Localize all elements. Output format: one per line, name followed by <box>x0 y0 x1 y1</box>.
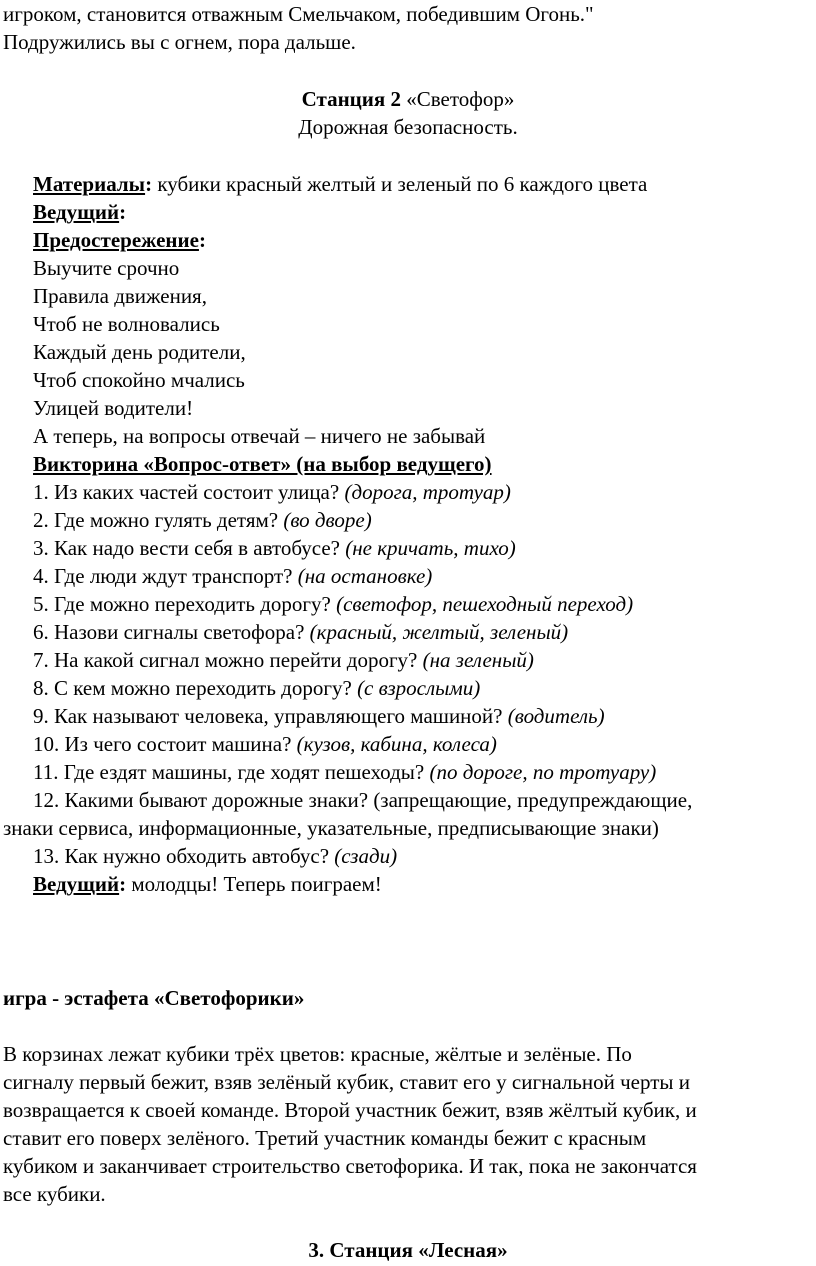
station-2-title-rest: «Светофор» <box>400 87 515 111</box>
intro-line-1: игроком, становится отважным Смельчаком, победившим Огонь." <box>3 2 594 26</box>
question-item <box>33 674 480 702</box>
question-item <box>33 562 432 590</box>
game-text-line: ставит его поверх зелёного. Третий участник команды бежит с красным <box>3 1126 647 1150</box>
answer-text: (на остановке) <box>297 564 433 588</box>
host-label: Ведущий <box>33 200 120 224</box>
answer-text: (кузов, кабина, колеса) <box>296 732 497 756</box>
question-text: 1. Из каких частей состоит улица? <box>33 480 345 504</box>
question-item <box>33 646 534 674</box>
question-item <box>33 758 656 786</box>
question-12-line-2: знаки сервиса, информационные, указательные, предписывающие знаки) <box>3 816 659 840</box>
poem-line: Выучите срочно <box>33 256 180 280</box>
host-label: Ведущий <box>33 872 120 896</box>
host-colon: : <box>119 200 127 224</box>
warning-colon: : <box>198 228 206 252</box>
question-text: 3. Как надо вести себя в автобусе? <box>33 536 346 560</box>
question-text: 4. Где люди ждут транспорт? <box>33 564 298 588</box>
game-title: игра - эстафета «Светофорики» <box>3 986 305 1010</box>
question-item <box>33 842 397 870</box>
question-text: 2. Где можно гулять детям? <box>33 508 284 532</box>
station-2-title <box>0 85 816 113</box>
intro-line-2: Подружились вы с огнем, пора дальше. <box>3 30 356 54</box>
station-2-title-bold: Станция 2 <box>301 87 401 111</box>
answer-text: (с взрослыми) <box>357 676 481 700</box>
answer-text: (во дворе) <box>283 508 372 532</box>
materials-line <box>33 170 647 198</box>
poem-line: Чтоб спокойно мчались <box>33 368 245 392</box>
answer-text: (дорога, тротуар) <box>344 480 511 504</box>
question-text: 9. Как называют человека, управляющего машиной? <box>33 704 508 728</box>
game-text-line: сигналу первый бежит, взяв зелёный кубик, ставит его у сигнальной черты и <box>3 1070 690 1094</box>
poem-line: Улицей водители! <box>33 396 194 420</box>
question-text: 8. С кем можно переходить дорогу? <box>33 676 358 700</box>
question-text: 11. Где ездят машины, где ходят пешеходы? <box>33 760 430 784</box>
question-text: 13. Как нужно обходить автобус? <box>33 844 335 868</box>
poem-line: Каждый день родители, <box>33 340 246 364</box>
question-item <box>33 506 372 534</box>
answer-text: (на зеленый) <box>422 648 534 672</box>
host-label-line <box>33 198 126 226</box>
question-item <box>33 730 497 758</box>
game-text-line: В корзинах лежат кубики трёх цветов: красные, жёлтые и зелёные. По <box>3 1042 632 1066</box>
answer-text: (сзади) <box>334 844 398 868</box>
warning-label: Предостережение <box>33 228 199 252</box>
poem-line: Чтоб не волновались <box>33 312 220 336</box>
question-item <box>33 534 516 562</box>
materials-label: Материалы <box>33 172 146 196</box>
question-text: 6. Назови сигналы светофора? <box>33 620 310 644</box>
poem-line: Правила движения, <box>33 284 207 308</box>
answer-text: (светофор, пешеходный переход) <box>336 592 634 616</box>
warning-label-line <box>33 226 206 254</box>
materials-text: кубики красный желтый и зеленый по 6 каждого цвета <box>152 172 648 196</box>
question-12-line-1: 12. Какими бывают дорожные знаки? (запрещающие, предупреждающие, <box>33 788 693 812</box>
materials-colon: : <box>145 172 153 196</box>
question-text: 10. Из чего состоит машина? <box>33 732 297 756</box>
transition-line: А теперь, на вопросы отвечай – ничего не забывай <box>33 424 486 448</box>
answer-text: (водитель) <box>507 704 605 728</box>
answer-text: (по дороге, по тротуару) <box>429 760 657 784</box>
answer-text: (красный, желтый, зеленый) <box>309 620 569 644</box>
game-text-line: возвращается к своей команде. Второй участник бежит, взяв жёлтый кубик, и <box>3 1098 697 1122</box>
game-text-line: все кубики. <box>3 1182 106 1206</box>
station-2-subtitle: Дорожная безопасность. <box>298 115 518 139</box>
question-item <box>33 478 511 506</box>
host-closing-text: молодцы! Теперь поиграем! <box>126 872 382 896</box>
game-text-line: кубиком и заканчивает строительство светофорика. И так, пока не закончатся <box>3 1154 697 1178</box>
question-item <box>33 618 568 646</box>
answer-text: (не кричать, тихо) <box>345 536 516 560</box>
question-text: 7. На какой сигнал можно перейти дорогу? <box>33 648 423 672</box>
question-item <box>33 590 633 618</box>
host-closing-line <box>33 870 382 898</box>
station-3-title: 3. Станция «Лесная» <box>308 1238 508 1262</box>
question-item <box>33 702 605 730</box>
question-text: 5. Где можно переходить дорогу? <box>33 592 337 616</box>
host-colon: : <box>119 872 127 896</box>
quiz-title: Викторина «Вопрос-ответ» (на выбор ведущего) <box>33 452 492 476</box>
